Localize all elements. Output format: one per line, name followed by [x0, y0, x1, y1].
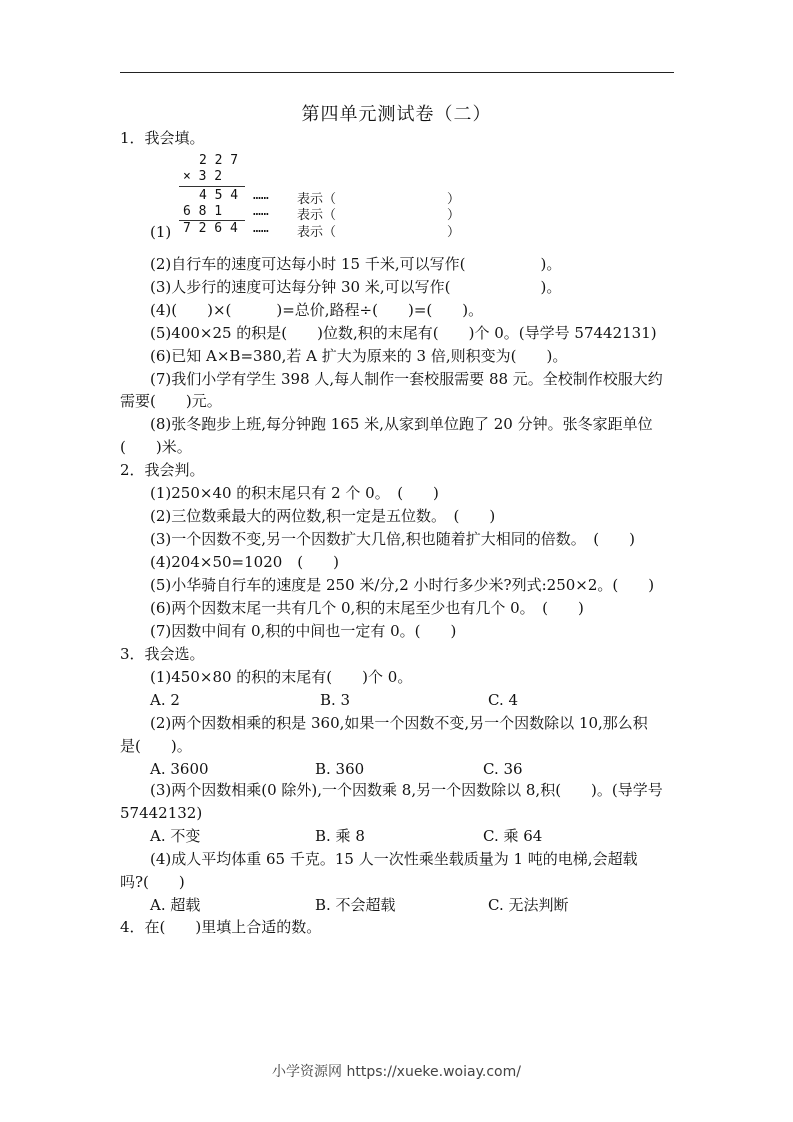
calc-close-2: ）	[447, 208, 461, 223]
header-rule	[120, 72, 674, 73]
s3-question-3-line-1: (3)两个因数相乘(0 除外),一个因数乘 8,另一个因数除以 8,积( )。(导学号	[150, 781, 663, 799]
s2-item-3: (3)一个因数不变,另一个因数扩大几倍,积也随着扩大相同的倍数。 ( )	[150, 530, 635, 548]
calc-product: 7 2 6 4	[183, 221, 238, 236]
s3-question-4-line-1: (4)成人平均体重 65 千克。15 人一次性乘坐载质量为 1 吨的电梯,会超载	[150, 850, 638, 868]
s2-item-5: (5)小华骑自行车的速度是 250 米/分,2 小时行多少米?列式:250×2。( )	[150, 576, 655, 594]
s3-q4-option-a: A. 超载	[150, 896, 201, 914]
page-title: 第四单元测试卷（二）	[301, 104, 492, 125]
multiplication-calc	[175, 153, 465, 240]
section-2-heading: 2．我会判。	[120, 461, 205, 479]
calc-label-1: 表示（	[297, 192, 337, 207]
footer-source: 小学资源网 https://xueke.woiay.com/	[272, 1064, 521, 1080]
s1-question-1: (1)	[150, 223, 172, 241]
s2-item-2: (2)三位数乘最大的两位数,积一定是五位数。 ( )	[150, 507, 496, 525]
calc-dots-1: ……	[253, 188, 269, 203]
s3-q2-option-c: C. 36	[483, 760, 523, 778]
s3-question-4-line-2: 吗?( )	[120, 873, 185, 891]
calc-dots-2: ……	[253, 204, 269, 219]
s3-q4-option-b: B. 不会超载	[315, 896, 396, 914]
calc-label-2: 表示（	[297, 208, 337, 223]
calc-multiplier: × 3 2	[183, 169, 223, 184]
s1-question-7-line-1: (7)我们小学有学生 398 人,每人制作一套校服需要 88 元。全校制作校服大约	[150, 370, 663, 388]
s3-q4-option-c: C. 无法判断	[488, 896, 569, 914]
s1-question-6: (6)已知 A×B=380,若 A 扩大为原来的 3 倍,则积变为( )。	[150, 347, 568, 365]
calc-label-3: 表示（	[297, 225, 337, 240]
s2-item-4: (4)204×50=1020 ( )	[150, 553, 339, 571]
s3-question-1: (1)450×80 的积的末尾有( )个 0。	[150, 668, 413, 686]
section-3-heading: 3．我会选。	[120, 645, 205, 663]
calc-close-3: ）	[447, 225, 461, 240]
s1-question-3: (3)人步行的速度可达每分钟 30 米,可以写作( )。	[150, 278, 562, 296]
s1-question-5: (5)400×25 的积是( )位数,积的末尾有( )个 0。(导学号 57442131)	[150, 324, 657, 342]
s3-q2-option-b: B. 360	[315, 760, 365, 778]
s3-q3-option-c: C. 乘 64	[483, 827, 543, 845]
calc-multiplicand: 2 2 7	[199, 153, 239, 168]
section-4-heading: 4．在( )里填上合适的数。	[120, 918, 322, 936]
s1-question-8-line-2: ( )米。	[120, 438, 192, 456]
s3-question-2-line-1: (2)两个因数相乘的积是 360,如果一个因数不变,另一个因数除以 10,那么积	[150, 714, 648, 732]
calc-partial-2: 6 8 1	[183, 204, 223, 219]
calc-dots-3: ……	[253, 221, 269, 236]
s1-question-7-line-2: 需要( )元。	[120, 392, 222, 410]
s3-question-2-line-2: 是( )。	[120, 737, 192, 755]
s1-question-2: (2)自行车的速度可达每小时 15 千米,可以写作( )。	[150, 255, 562, 273]
s3-q1-option-b: B. 3	[320, 691, 351, 709]
section-1-heading: 1．我会填。	[120, 129, 205, 147]
s3-q3-option-b: B. 乘 8	[315, 827, 365, 845]
s2-item-6: (6)两个因数末尾一共有几个 0,积的末尾至少也有几个 0。 ( )	[150, 599, 584, 617]
s3-question-3-line-2: 57442132)	[120, 804, 203, 822]
s3-q3-option-a: A. 不变	[150, 827, 201, 845]
s3-q2-option-a: A. 3600	[150, 760, 209, 778]
calc-close-1: ）	[447, 192, 461, 207]
s2-item-7: (7)因数中间有 0,积的中间也一定有 0。( )	[150, 622, 457, 640]
s1-question-8-line-1: (8)张冬跑步上班,每分钟跑 165 米,从家到单位跑了 20 分钟。张冬家距单位	[150, 415, 653, 433]
calc-partial-1: 4 5 4	[199, 188, 239, 203]
calc-line-1	[179, 186, 245, 187]
s2-item-1: (1)250×40 的积末尾只有 2 个 0。 ( )	[150, 484, 439, 502]
s3-q1-option-c: C. 4	[488, 691, 519, 709]
s3-q1-option-a: A. 2	[150, 691, 180, 709]
s1-question-4: (4)( )×( )=总价,路程÷( )=( )。	[150, 301, 484, 319]
